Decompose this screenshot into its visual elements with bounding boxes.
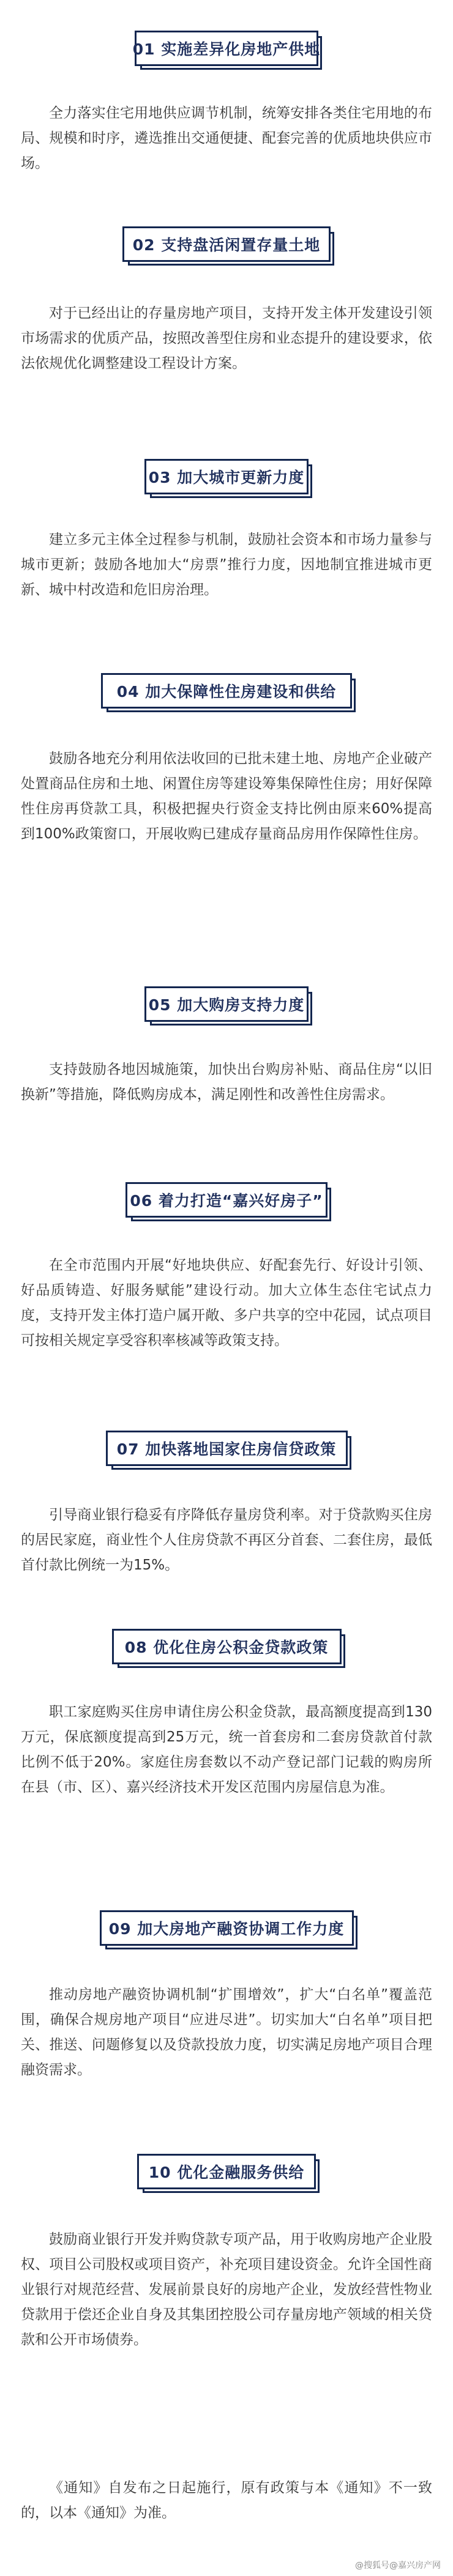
section-heading: 07 加快落地国家住房信贷政策	[116, 1440, 337, 1458]
section-paragraph: 引导商业银行稳妥有序降低存量房贷利率。对于贷款购买住房的居民家庭，商业性个人住房贷款不再区分首套、二套住房，最低首付款比例统一为15%。	[21, 1507, 432, 1573]
section-heading: 05 加大购房支持力度	[148, 996, 305, 1014]
section-2-header	[0, 226, 453, 262]
section-paragraph: 职工家庭购买住房申请住房公积金贷款，最高额度提高到130万元，保底额度提高到25万元，统一首套房和二套房贷款首付款比例不低于20%。家庭住房套数以不动产登记部门记载的购房所在县（市、区）、嘉兴经济技术开发区范围内房屋信息为准。	[21, 1704, 432, 1795]
section-5-header	[0, 986, 453, 1022]
section-7-header	[0, 1431, 453, 1466]
section-heading: 02 支持盘活闲置存量土地	[132, 236, 321, 254]
section-paragraph: 对于已经出让的存量房地产项目，支持开发主体开发建设引领市场需求的优质产品，按照改善型住房和业态提升的建设要求，依法依规优化调整建设工程设计方案。	[21, 305, 432, 371]
watermark: @搜狐号@嘉兴房产网	[355, 2561, 441, 2570]
section-9-header	[0, 1910, 453, 1946]
heading-frame	[144, 986, 309, 1022]
heading-frame	[137, 2154, 316, 2189]
section-paragraph: 在全市范围内开展“好地块供应、好配套先行、好设计引领、好品质铸造、好服务赋能”建设行动。加大立体生态住宅试点力度，支持开发主体打造户属开敞、多户共享的空中花园，试点项目可按相关规定享受容积率核减等政策支持。	[21, 1257, 432, 1349]
section-8-header	[0, 1629, 453, 1664]
section-paragraph: 鼓励各地充分利用依法收回的已批未建土地、房地产企业破产处置商品住房和土地、闲置住房等建设筹集保障性住房；用好保障性住房再贷款工具，积极把握央行资金支持比例由原来60%提高到100%政策窗口，开展收购已建成存量商品房用作保障性住房。	[21, 751, 432, 842]
section-paragraph: 推动房地产融资协调机制“扩围增效”，扩大“白名单”覆盖范围，确保合规房地产项目“应进尽进”。切实加大“白名单”项目把关、推送、问题修复以及贷款投放力度，切实满足房地产项目合理融资需求。	[21, 1987, 432, 2078]
section-paragraph: 《通知》自发布之日起施行，原有政策与本《通知》不一致的，以本《通知》为准。	[21, 2480, 432, 2521]
heading-frame	[125, 1182, 328, 1218]
section-heading: 09 加大房地产融资协调工作力度	[108, 1920, 345, 1938]
heading-frame	[144, 459, 309, 494]
section-heading: 06 着力打造“嘉兴好房子”	[130, 1192, 323, 1210]
heading-frame	[112, 1629, 342, 1664]
section-1-header	[0, 31, 453, 66]
section-heading: 08 优化住房公积金贷款政策	[124, 1639, 329, 1656]
section-3-header	[0, 459, 453, 494]
heading-frame	[101, 673, 352, 709]
section-6-header	[0, 1182, 453, 1218]
heading-frame	[100, 1910, 354, 1946]
section-heading: 10 优化金融服务供给	[148, 2164, 305, 2181]
section-heading: 04 加大保障性住房建设和供给	[116, 683, 337, 701]
heading-frame	[132, 31, 321, 66]
heading-frame	[106, 1431, 348, 1466]
section-10-header	[0, 2154, 453, 2189]
heading-frame	[122, 226, 331, 262]
section-heading: 03 加大城市更新力度	[148, 469, 305, 486]
section-paragraph: 支持鼓励各地因城施策，加快出台购房补贴、商品住房“以旧换新”等措施，降低购房成本，满足刚性和改善性住房需求。	[21, 1062, 432, 1103]
section-heading: 01 实施差异化房地产供地	[132, 40, 321, 58]
section-4-header	[0, 673, 453, 709]
section-paragraph: 全力落实住宅用地供应调节机制，统筹安排各类住宅用地的布局、规模和时序，遴选推出交通便捷、配套完善的优质地块供应市场。	[21, 105, 432, 171]
section-paragraph: 建立多元主体全过程参与机制，鼓励社会资本和市场力量参与城市更新；鼓励各地加大“房票”推行力度，因地制宜推进城市更新、城中村改造和危旧房治理。	[21, 532, 432, 598]
section-paragraph: 鼓励商业银行开发并购贷款专项产品，用于收购房地产企业股权、项目公司股权或项目资产，补充项目建设资金。允许全国性商业银行对规范经营、发展前景良好的房地产企业，发放经营性物业贷款用于偿还企业自身及其集团控股公司存量房地产领域的相关贷款和公开市场债券。	[21, 2232, 432, 2348]
